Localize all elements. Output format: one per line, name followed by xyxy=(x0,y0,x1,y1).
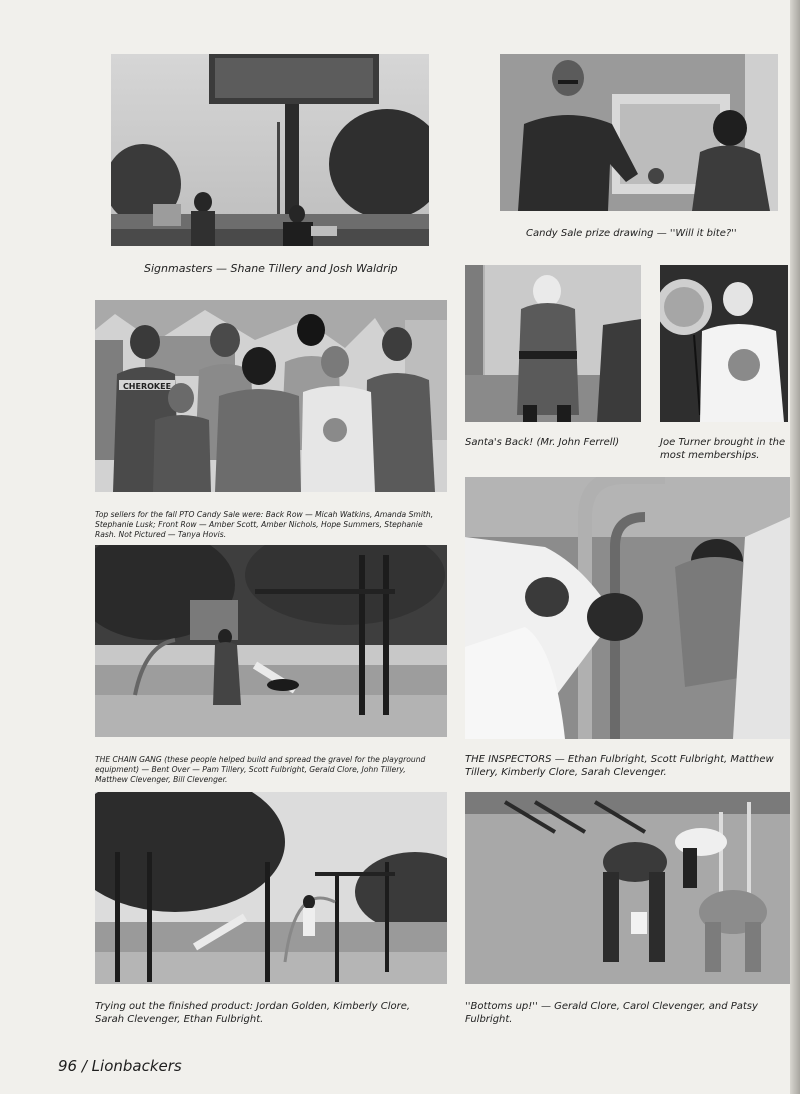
page-folio: 96 / Lionbackers xyxy=(58,1057,182,1075)
caption-top-sellers: Top sellers for the fall PTO Candy Sale were: Back Row — Micah Watkins, Amanda Smith, Stephanie Lusk; Front Row — Amber Scott, Amber Nichols, Hope Summers, Stephanie Rash. Not Pictured — Tanya Hovis. xyxy=(95,510,434,539)
caption-finished-product: Trying out the finished product: Jordan Golden, Kimberly Clore, Sarah Clevenger, Ethan Fulbright. xyxy=(95,1001,411,1025)
page-spine-shadow xyxy=(790,0,800,1094)
cherokee-shirt-text: CHEROKEE xyxy=(122,382,172,391)
caption-santa: Santa's Back! (Mr. John Ferrell) xyxy=(465,437,620,448)
caption-candy-prize: Candy Sale prize drawing — ''Will it bite?'' xyxy=(526,228,737,239)
caption-bottoms-up: ''Bottoms up!'' — Gerald Clore, Carol Clevenger, and Patsy Fulbright. xyxy=(465,1001,758,1025)
caption-chain-gang: THE CHAIN GANG (these people helped build and spread the gravel for the playground equipment) — Bent Over — Pam Tillery, Scott Fulbright, Gerald Clore, John Tillery, Matthew Clevenger, Bill Clevenger. xyxy=(95,755,426,784)
caption-signmasters: Signmasters — Shane Tillery and Josh Waldrip xyxy=(144,262,398,275)
caption-joe-turner: Joe Turner brought in the most memberships. xyxy=(660,437,786,461)
photo-chain-gang xyxy=(95,545,447,737)
photo-santa xyxy=(465,265,641,422)
photo-signmasters xyxy=(111,54,429,246)
photo-top-sellers xyxy=(95,300,447,492)
photo-finished-product xyxy=(95,792,447,984)
photo-inspectors xyxy=(465,477,790,739)
photo-candy-prize xyxy=(500,54,778,211)
photo-joe-turner xyxy=(660,265,788,422)
photo-bottoms-up xyxy=(465,792,790,984)
caption-inspectors: THE INSPECTORS — Ethan Fulbright, Scott Fulbright, Matthew Tillery, Kimberly Clore, Sarah Clevenger. xyxy=(465,754,774,778)
